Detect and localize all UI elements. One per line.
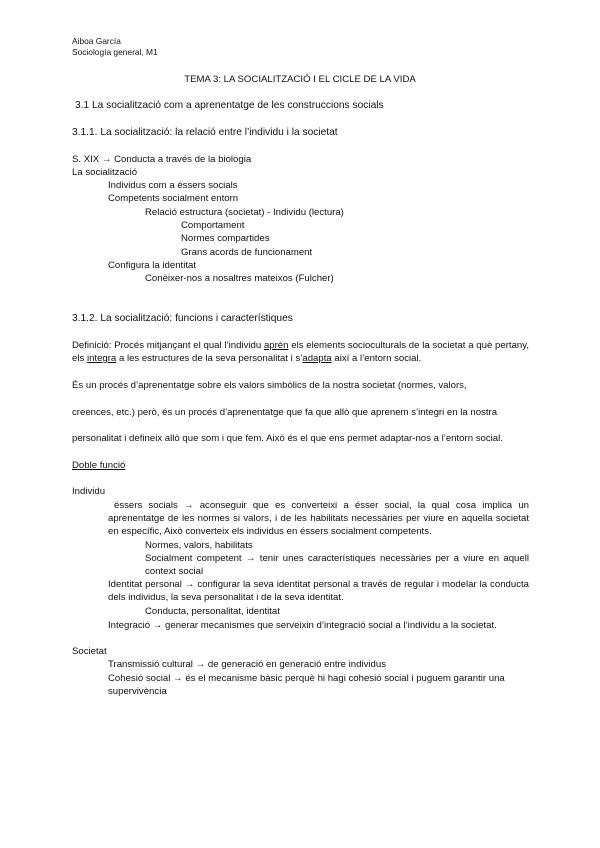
outline-line: Comportament bbox=[181, 220, 245, 231]
outline-line: La socialització bbox=[72, 167, 138, 178]
outline-line: Grans acords de funcionament bbox=[181, 247, 313, 258]
paragraph-line: És un procés d’aprenentatge sobre els valors simbòlics de la nostra societat (normes, valors, bbox=[72, 380, 467, 391]
societat-item: Cohesió social → és el mecanisme bàsic perquè hi hagi cohesió social i puguem garantir una supervivència bbox=[108, 673, 505, 697]
paragraph-line: creences, etc.) però, és un procés d’aprenentatge que fa que allò que aprenem s’integri en la nostra bbox=[72, 407, 498, 418]
underlined-word: adapta bbox=[302, 353, 332, 364]
course-name: Sociología general, M1 bbox=[72, 47, 158, 57]
definition-paragraph bbox=[72, 339, 529, 365]
underlined-word: aprèn bbox=[263, 340, 289, 351]
individu-subitem: Normes, valors, habilitats bbox=[145, 540, 253, 551]
outline-line: Relació estructura (societat) - Individu (lectura) bbox=[145, 207, 344, 218]
definition-text: els elements socioculturals de la societat a què pertany, els bbox=[72, 340, 530, 364]
section-heading-3-1-2: 3.1.2. La socialització: funcions i característiques bbox=[72, 313, 293, 324]
definition-text: a les estructures de la seva personalitat i s’ bbox=[116, 353, 303, 364]
page-title: TEMA 3: LA SOCIALITZACIÓ I EL CICLE DE LA VIDA bbox=[184, 74, 416, 85]
societat-heading: Societat bbox=[72, 646, 107, 657]
outline-line: Individus com a éssers socials bbox=[108, 180, 238, 191]
outline-line: S. XIX → Conducta a través de la biologia bbox=[72, 154, 252, 165]
definition-text: Definició: Procés mitjançant el qual l’individu bbox=[72, 340, 264, 351]
individu-subitem: Socialment competent → tenir unes característiques necessàries per a viure en aquell context social bbox=[145, 553, 529, 577]
societat-item: Transmissió cultural → de generació en generació entre individus bbox=[108, 659, 387, 670]
doble-funcio-heading: Doble funció bbox=[72, 460, 126, 471]
definition-text: així a l’entorn social. bbox=[331, 353, 422, 364]
individu-essers-socials: éssers socials → aconseguir que es converteixi a ésser social, la qual cosa implica un aprenentatge de les normes si valors, i de les habilitats necessàries per viure en aquella societat en específic, Això converteix els individus en éssers socialment competents. bbox=[108, 500, 529, 537]
outline-line: Competents socialment entorn bbox=[108, 193, 239, 204]
outline-line: Conèixer-nos a nosaltres mateixos (Fulcher) bbox=[145, 273, 334, 284]
individu-heading: Individu bbox=[72, 486, 106, 497]
author-name: Aiboa García bbox=[72, 36, 121, 46]
paragraph-line: personalitat i defineix allò que som i que fem. Això és el que ens permet adaptar-nos a l’entorn social. bbox=[72, 433, 503, 444]
individu-identitat: Identitat personal → configurar la seva identitat personal a través de regular i modelar la conducta dels individus, la seva personalitat i de la seva identitat. bbox=[108, 579, 529, 603]
outline-line: Configura la identitat bbox=[108, 260, 196, 271]
underlined-word: integra bbox=[86, 353, 117, 364]
section-heading-3-1: 3.1 La socialització com a aprenentatge de les construccions socials bbox=[75, 100, 384, 111]
individu-subitem: Conducta, personalitat, identitat bbox=[145, 606, 280, 617]
section-heading-3-1-1: 3.1.1. La socialització: la relació entre l’individu i la societat bbox=[72, 127, 338, 138]
outline-line: Normes compartides bbox=[181, 233, 270, 244]
individu-integracio: Integració → generar mecanismes que serveixin d’integració social a l’individu a la societat. bbox=[108, 620, 497, 631]
